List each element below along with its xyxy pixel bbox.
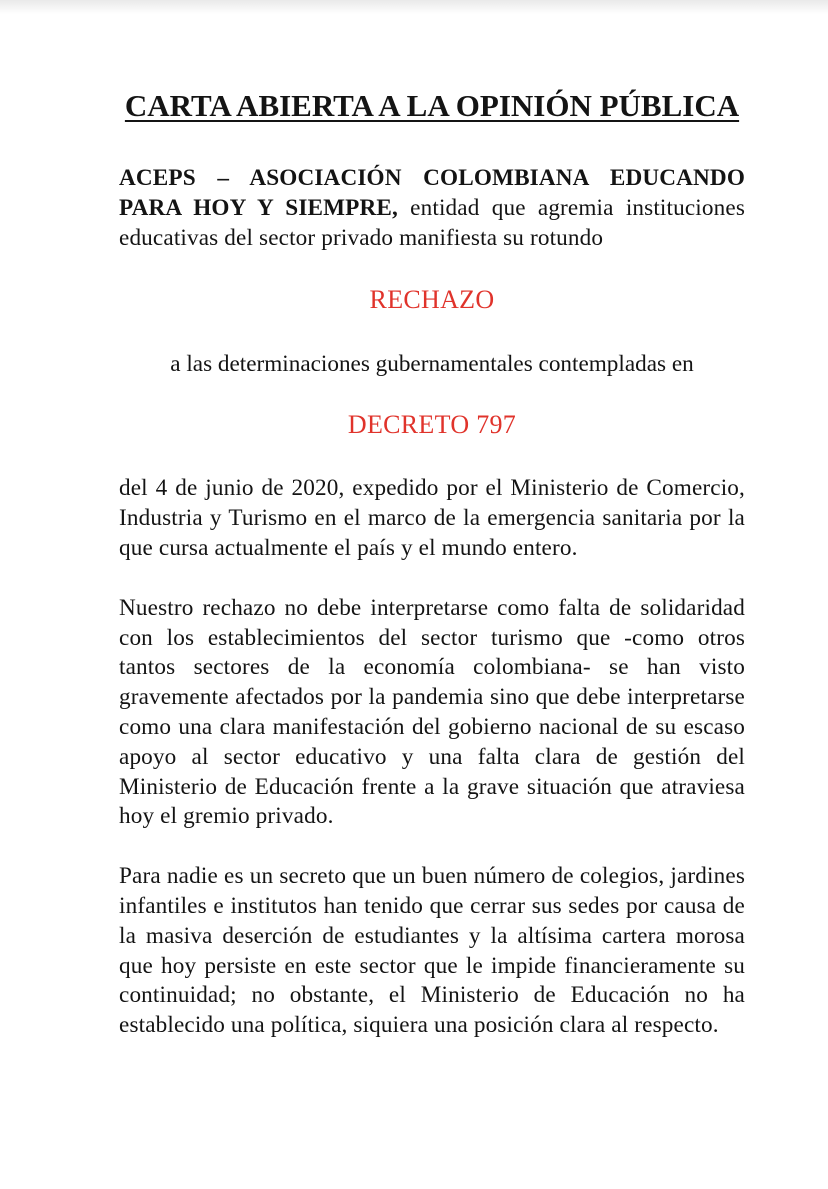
closures-paragraph: Para nadie es un secreto que un buen número de colegios, jardines infantiles e institutos han tenido que cerrar sus sedes por causa de la masiva deserción de estudiantes y la altísima cartera morosa que hoy persiste en este sector que le impide financieramente su continuidad; no obstante, el Ministerio de Educación no ha establecido una política, siquiera una posición clara al respecto. <box>119 863 745 1039</box>
intro-text: entidad que agremia instituciones educativas del sector privado manifiesta su rotundo <box>119 194 745 251</box>
letter-page <box>119 86 745 1041</box>
top-shadow <box>0 0 828 14</box>
organization-name: ACEPS – ASOCIACIÓN COLOMBIANA EDUCANDO PARA HOY Y SIEMPRE, <box>119 165 745 221</box>
rechazo-heading: RECHAZO <box>369 285 495 315</box>
rechazo-explanation-paragraph: Nuestro rechazo no debe interpretarse como falta de solidaridad con los establecimientos del sector turismo que -como otros tantos sectores de la economía colombiana- se han visto gravemente afectados por la pandemia sino que debe interpretarse como una clara manifestación del gobierno nacional de su escaso apoyo al sector educativo y una falta clara de gestión del Ministerio de Educación frente a la grave situación que atraviesa hoy el gremio privado. <box>119 594 745 830</box>
decree-date-paragraph: del 4 de junio de 2020, expedido por el Ministerio de Comercio, Industria y Turismo en el marco de la emergencia sanitaria por la que cursa actualmente el país y el mundo entero. <box>119 475 745 561</box>
intro-paragraph <box>119 164 745 253</box>
letter-title: CARTA ABIERTA A LA OPINIÓN PÚBLICA <box>124 88 740 123</box>
decreto-heading: DECRETO 797 <box>347 410 517 440</box>
determinaciones-line: a las determinaciones gubernamentales contempladas en <box>170 351 694 378</box>
